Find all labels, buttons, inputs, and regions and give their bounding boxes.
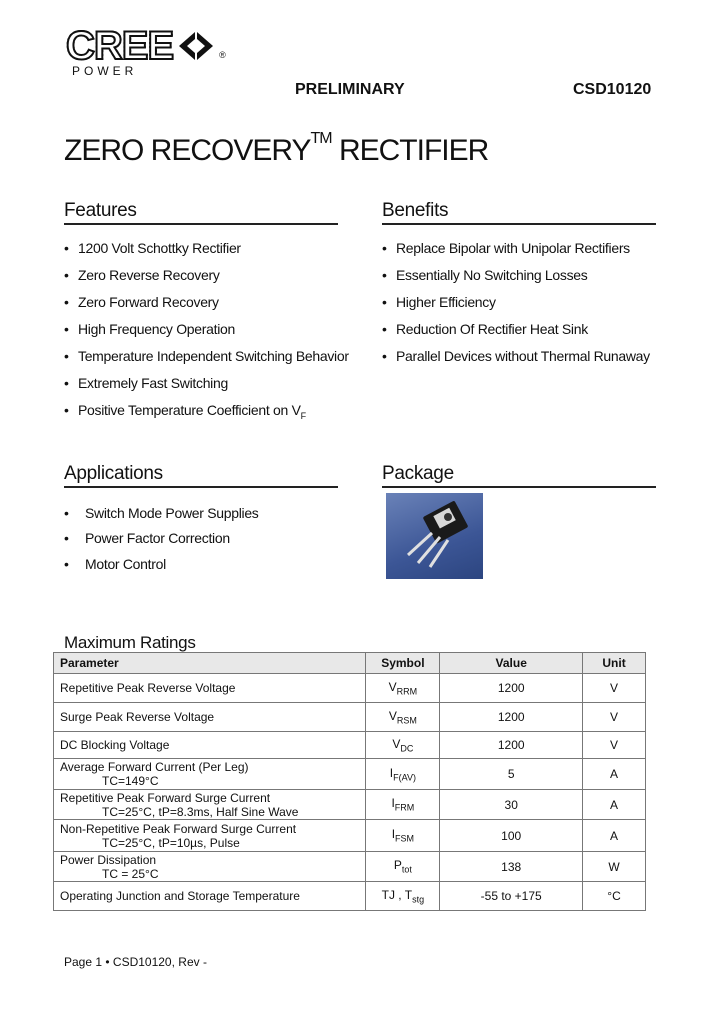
text-value: 138 — [440, 852, 583, 882]
text-value: F(AV) — [393, 772, 416, 783]
package-heading: Package — [382, 463, 656, 488]
text-value: I — [389, 765, 394, 780]
text-value: I — [391, 796, 395, 811]
text-value: V — [583, 674, 646, 703]
text-value: V — [388, 708, 397, 723]
text-value: TC = 25°C — [102, 866, 159, 881]
diamond-logo-icon — [175, 29, 219, 63]
column-header: Symbol — [366, 653, 440, 674]
text-value: A — [583, 820, 646, 852]
table-cell — [54, 790, 366, 820]
list-item: • Zero Reverse Recovery — [64, 267, 220, 283]
list-item: • Positive Temperature Coefficient on $V_F$ — [64, 402, 306, 421]
table-cell — [54, 882, 366, 911]
text-value: -55 to +175 — [440, 882, 583, 911]
table-cell — [54, 759, 366, 790]
table-header-row — [54, 653, 646, 674]
table-cell — [54, 674, 366, 703]
text-value: DC Blocking Voltage — [60, 738, 170, 752]
table-cell — [54, 703, 366, 732]
list-item: • Switch Mode Power Supplies — [64, 505, 259, 521]
table-cell — [366, 674, 440, 703]
text-value: Temperature Independent Switching Behavior — [78, 348, 349, 364]
text-value: Repetitive Peak Forward Surge Current — [60, 790, 271, 805]
text-value: High Frequency Operation — [78, 321, 235, 337]
table-cell — [366, 882, 440, 911]
logo-sub: POWER — [72, 64, 138, 78]
table-cell — [366, 703, 440, 732]
text-value: RSM — [396, 715, 417, 726]
table-row — [54, 759, 646, 790]
list-item: • Reduction Of Rectifier Heat Sink — [382, 321, 588, 337]
table-cell — [366, 820, 440, 852]
features-list — [64, 240, 349, 429]
text-value: Positive Temperature Coefficient on V — [78, 402, 301, 418]
text-value: V — [583, 732, 646, 759]
applications-heading: Applications — [64, 463, 338, 488]
registered-mark: ® — [219, 50, 226, 60]
list-item: • Replace Bipolar with Unipolar Rectifiers — [382, 240, 630, 256]
list-item: • High Frequency Operation — [64, 321, 235, 337]
text-value: Parallel Devices without Thermal Runaway — [396, 348, 650, 364]
features-heading: Features — [64, 200, 338, 225]
cree-logo — [66, 26, 226, 78]
text-value: Extremely Fast Switching — [78, 375, 228, 391]
table-cell — [366, 790, 440, 820]
text-value: stg — [412, 894, 425, 905]
text-value: Reduction Of Rectifier Heat Sink — [396, 321, 588, 337]
text-value: P — [393, 858, 402, 873]
text-value: Average Forward Current (Per Leg) — [60, 760, 249, 774]
package-photo — [386, 493, 483, 579]
text-value: 1200 — [440, 732, 583, 759]
list-item: • Extremely Fast Switching — [64, 375, 228, 391]
text-value: TC=149°C — [102, 774, 159, 788]
text-value: FRM — [394, 802, 415, 813]
list-item: • Temperature Independent Switching Behavior — [64, 348, 349, 364]
text-value: FSM — [395, 833, 415, 844]
text-value: V — [583, 703, 646, 732]
table-row — [54, 790, 646, 820]
benefits-heading: Benefits — [382, 200, 656, 225]
text-value: 1200 Volt Schottky Rectifier — [78, 240, 241, 256]
text-value: 100 — [440, 820, 583, 852]
text-value: V — [388, 679, 397, 694]
text-value: Non-Repetitive Peak Forward Surge Current — [60, 821, 297, 836]
text-value: RRM — [396, 686, 418, 697]
list-item: • Parallel Devices without Thermal Runaway — [382, 348, 650, 364]
table-cell — [54, 820, 366, 852]
title-rest: RECTIFIER — [331, 134, 489, 167]
text-value: 1200 — [440, 703, 583, 732]
logo-word: CREE — [66, 24, 174, 68]
text-value: Replace Bipolar with Unipolar Rectifiers — [396, 240, 630, 256]
preliminary-label: PRELIMINARY — [295, 81, 405, 98]
text-value: Repetitive Peak Reverse Voltage — [60, 681, 236, 695]
table-row — [54, 820, 646, 852]
text-value: Zero Forward Recovery — [78, 294, 219, 310]
text-value: Power Dissipation — [60, 852, 157, 867]
list-item: • Power Factor Correction — [64, 530, 230, 546]
maximum-ratings-table — [53, 652, 646, 911]
column-header: Parameter — [54, 653, 366, 674]
text-value: TJ , T — [381, 887, 413, 902]
ratings-heading: Maximum Ratings — [64, 633, 196, 652]
list-item: • Higher Efficiency — [382, 294, 496, 310]
table-row — [54, 732, 646, 759]
applications-list — [64, 505, 259, 582]
text-value: V — [392, 736, 401, 751]
text-value: Higher Efficiency — [396, 294, 496, 310]
column-header: Unit — [583, 653, 646, 674]
text-value: 5 — [440, 759, 583, 790]
text-value: 30 — [440, 790, 583, 820]
text-value: Motor Control — [85, 556, 166, 572]
title-tm: TM — [310, 130, 332, 147]
table-cell — [366, 732, 440, 759]
benefits-list — [382, 240, 650, 375]
table-cell — [366, 852, 440, 882]
text-value: TC=25°C, tP=8.3ms, Half Sine Wave — [102, 804, 299, 819]
text-value: tot — [401, 864, 412, 875]
text-value: A — [583, 759, 646, 790]
text-value: TC=25°C, tP=10µs, Pulse — [102, 835, 240, 850]
table-row — [54, 882, 646, 911]
text-value: W — [583, 852, 646, 882]
list-item: • 1200 Volt Schottky Rectifier — [64, 240, 241, 256]
text-value: DC — [400, 743, 414, 754]
text-value: Power Factor Correction — [85, 530, 230, 546]
title-main: ZERO RECOVERY — [64, 134, 311, 167]
text-value: Zero Reverse Recovery — [78, 267, 220, 283]
text-value: Operating Junction and Storage Temperature — [60, 889, 300, 903]
text-value: 1200 — [440, 674, 583, 703]
column-header: Value — [440, 653, 583, 674]
page-footer: Page 1 • CSD10120, Rev - — [64, 955, 207, 969]
text-value: A — [583, 790, 646, 820]
list-item: • Motor Control — [64, 556, 166, 572]
text-value: F — [300, 410, 306, 421]
text-value: I — [391, 827, 396, 842]
list-item: • Zero Forward Recovery — [64, 294, 219, 310]
list-item: • Essentially No Switching Losses — [382, 267, 588, 283]
text-value: Switch Mode Power Supplies — [85, 505, 259, 521]
table-row — [54, 674, 646, 703]
text-value: Essentially No Switching Losses — [396, 267, 588, 283]
table-cell — [54, 732, 366, 759]
page-title — [64, 130, 489, 168]
table-cell — [54, 852, 366, 882]
table-row — [54, 852, 646, 882]
table-cell — [366, 759, 440, 790]
text-value: Surge Peak Reverse Voltage — [60, 710, 215, 724]
table-row — [54, 703, 646, 732]
part-number: CSD10120 — [573, 81, 652, 98]
text-value: °C — [583, 882, 646, 911]
to247-package-image — [386, 493, 483, 579]
